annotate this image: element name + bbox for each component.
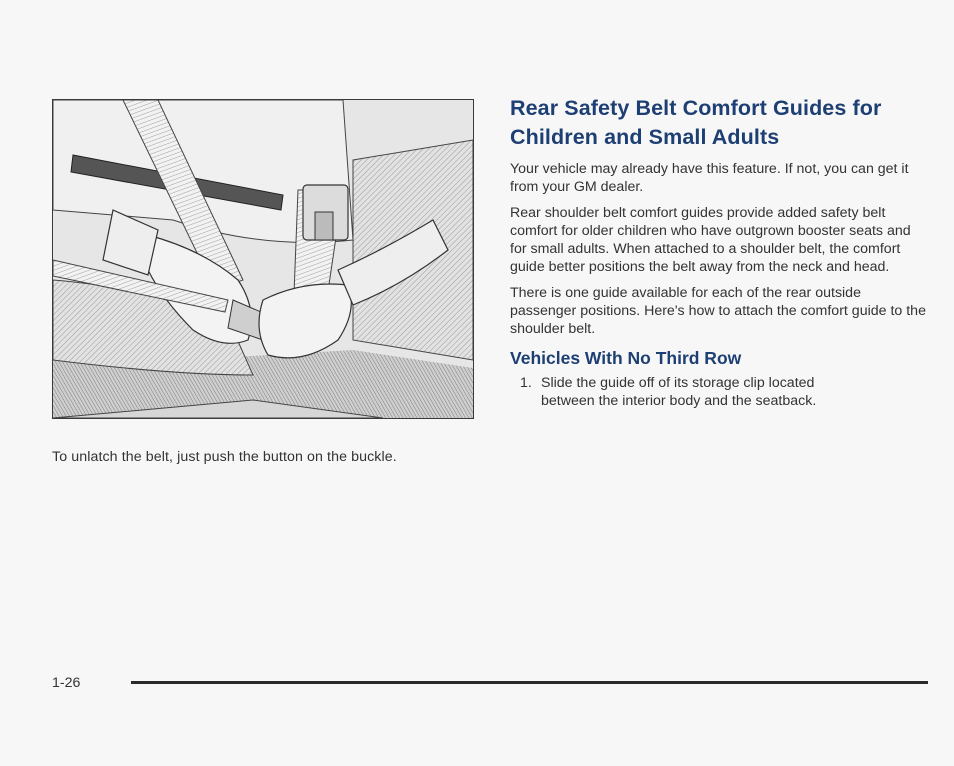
page-number: 1-26 (52, 675, 81, 691)
paragraph-availability: There is one guide available for each of the rear outside passenger positions. Here's how to attach the comfort guide to the shoulder belt. (510, 285, 926, 337)
main-section (510, 94, 930, 410)
paragraph-description: Rear shoulder belt comfort guides provide added safety belt comfort for older children who have outgrown booster seats and for small adults. When attached to a shoulder belt, the comfort guide better positions the belt away from the neck and head. (510, 205, 911, 275)
paragraph-intro: Your vehicle may already have this feature. If not, you can get it from your GM dealer. (510, 161, 909, 195)
section-title: Rear Safety Belt Comfort Guides for Children and Small Adults (510, 96, 882, 149)
steps-list (510, 374, 930, 410)
footer-divider (131, 681, 928, 684)
figure-caption: To unlatch the belt, just push the button on the buckle. (52, 449, 397, 465)
subheading-no-third-row: Vehicles With No Third Row (510, 348, 742, 368)
buckle-drawing (53, 100, 473, 418)
seat-belt-illustration (52, 99, 474, 419)
step-text: Slide the guide off of its storage clip located between the interior body and the seatback. (541, 375, 817, 409)
step-number: 1. (520, 375, 532, 391)
list-item (510, 374, 930, 410)
